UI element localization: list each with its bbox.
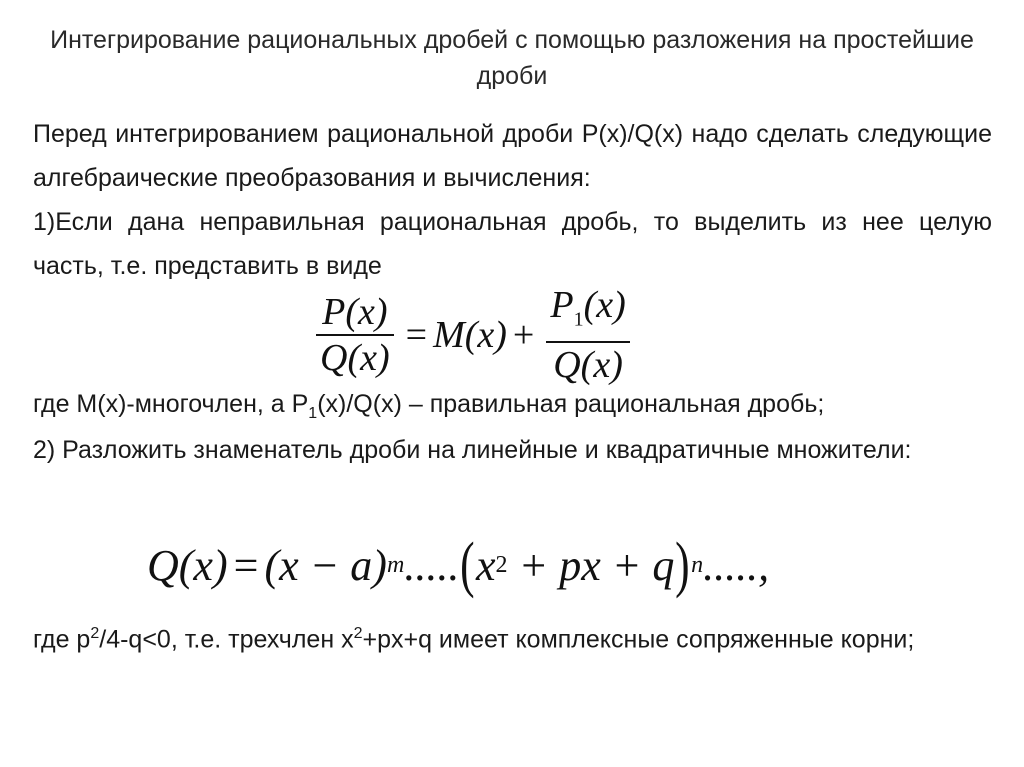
intro-paragraph: Перед интегрированием рациональной дроби P(x)/Q(x) надо сделать следующие алгебраические преобразования и вычисления: [33, 120, 992, 192]
where-1-text-b: (x)/Q(x) – правильная рациональная дробь; [317, 390, 825, 418]
rhs-numerator-arg: (x) [583, 283, 626, 326]
where-2-text-c: +px+q имеет комплексные сопряженные корни; [362, 625, 915, 654]
plus-sign: + [512, 314, 535, 356]
polynomial-m: M(x) [433, 314, 507, 356]
ellipsis-2: ....., [703, 540, 770, 590]
exponent-m: m [386, 551, 405, 578]
slide-title: Интегрирование рациональных дробей с помощью разложения на простейшие дроби [50, 26, 974, 90]
where-2-text-a: где p [33, 625, 91, 654]
step-1-paragraph: 1)Если дана неправильная рациональная дробь, то выделить из нее целую часть, т.е. представить в виде [33, 208, 992, 280]
close-paren: ) [675, 531, 690, 599]
equals-sign: = [233, 540, 259, 590]
lhs-numerator: P(x) [322, 291, 388, 333]
equals-sign: = [405, 314, 428, 356]
lhs-fraction [316, 290, 394, 380]
step-2-paragraph: 2) Разложить знаменатель дроби на линейные и квадратичные множители: [33, 436, 912, 464]
fraction-decomposition-formula [310, 283, 636, 387]
where-2-text-b: /4-q<0, т.е. трехчлен x [99, 625, 354, 654]
quadratic-x: x [475, 540, 496, 590]
where-2-paragraph [33, 612, 992, 661]
exponent-2: 2 [495, 551, 508, 578]
denominator-factorization-formula [147, 520, 769, 610]
rhs-denominator: Q(x) [553, 344, 623, 387]
ellipsis-1: ..... [404, 540, 460, 590]
quadratic-rest: + px + q [507, 540, 675, 590]
linear-factor: (x − a) [264, 540, 387, 590]
where-1-text-a: где M(x)-многочлен, а P [33, 390, 309, 418]
where-1-subscript: 1 [308, 405, 318, 422]
rhs-numerator [546, 283, 629, 342]
where-2-superscript-2: 2 [353, 625, 363, 642]
rhs-numerator-subscript: 1 [573, 308, 584, 331]
exponent-n: n [691, 551, 704, 578]
rhs-fraction [546, 283, 629, 388]
where-2-superscript-1: 2 [90, 625, 100, 642]
q-of-x: Q(x) [147, 540, 228, 590]
open-paren: ( [460, 531, 475, 599]
rhs-numerator-p: P [550, 283, 574, 326]
lhs-denominator: Q(x) [320, 337, 390, 379]
